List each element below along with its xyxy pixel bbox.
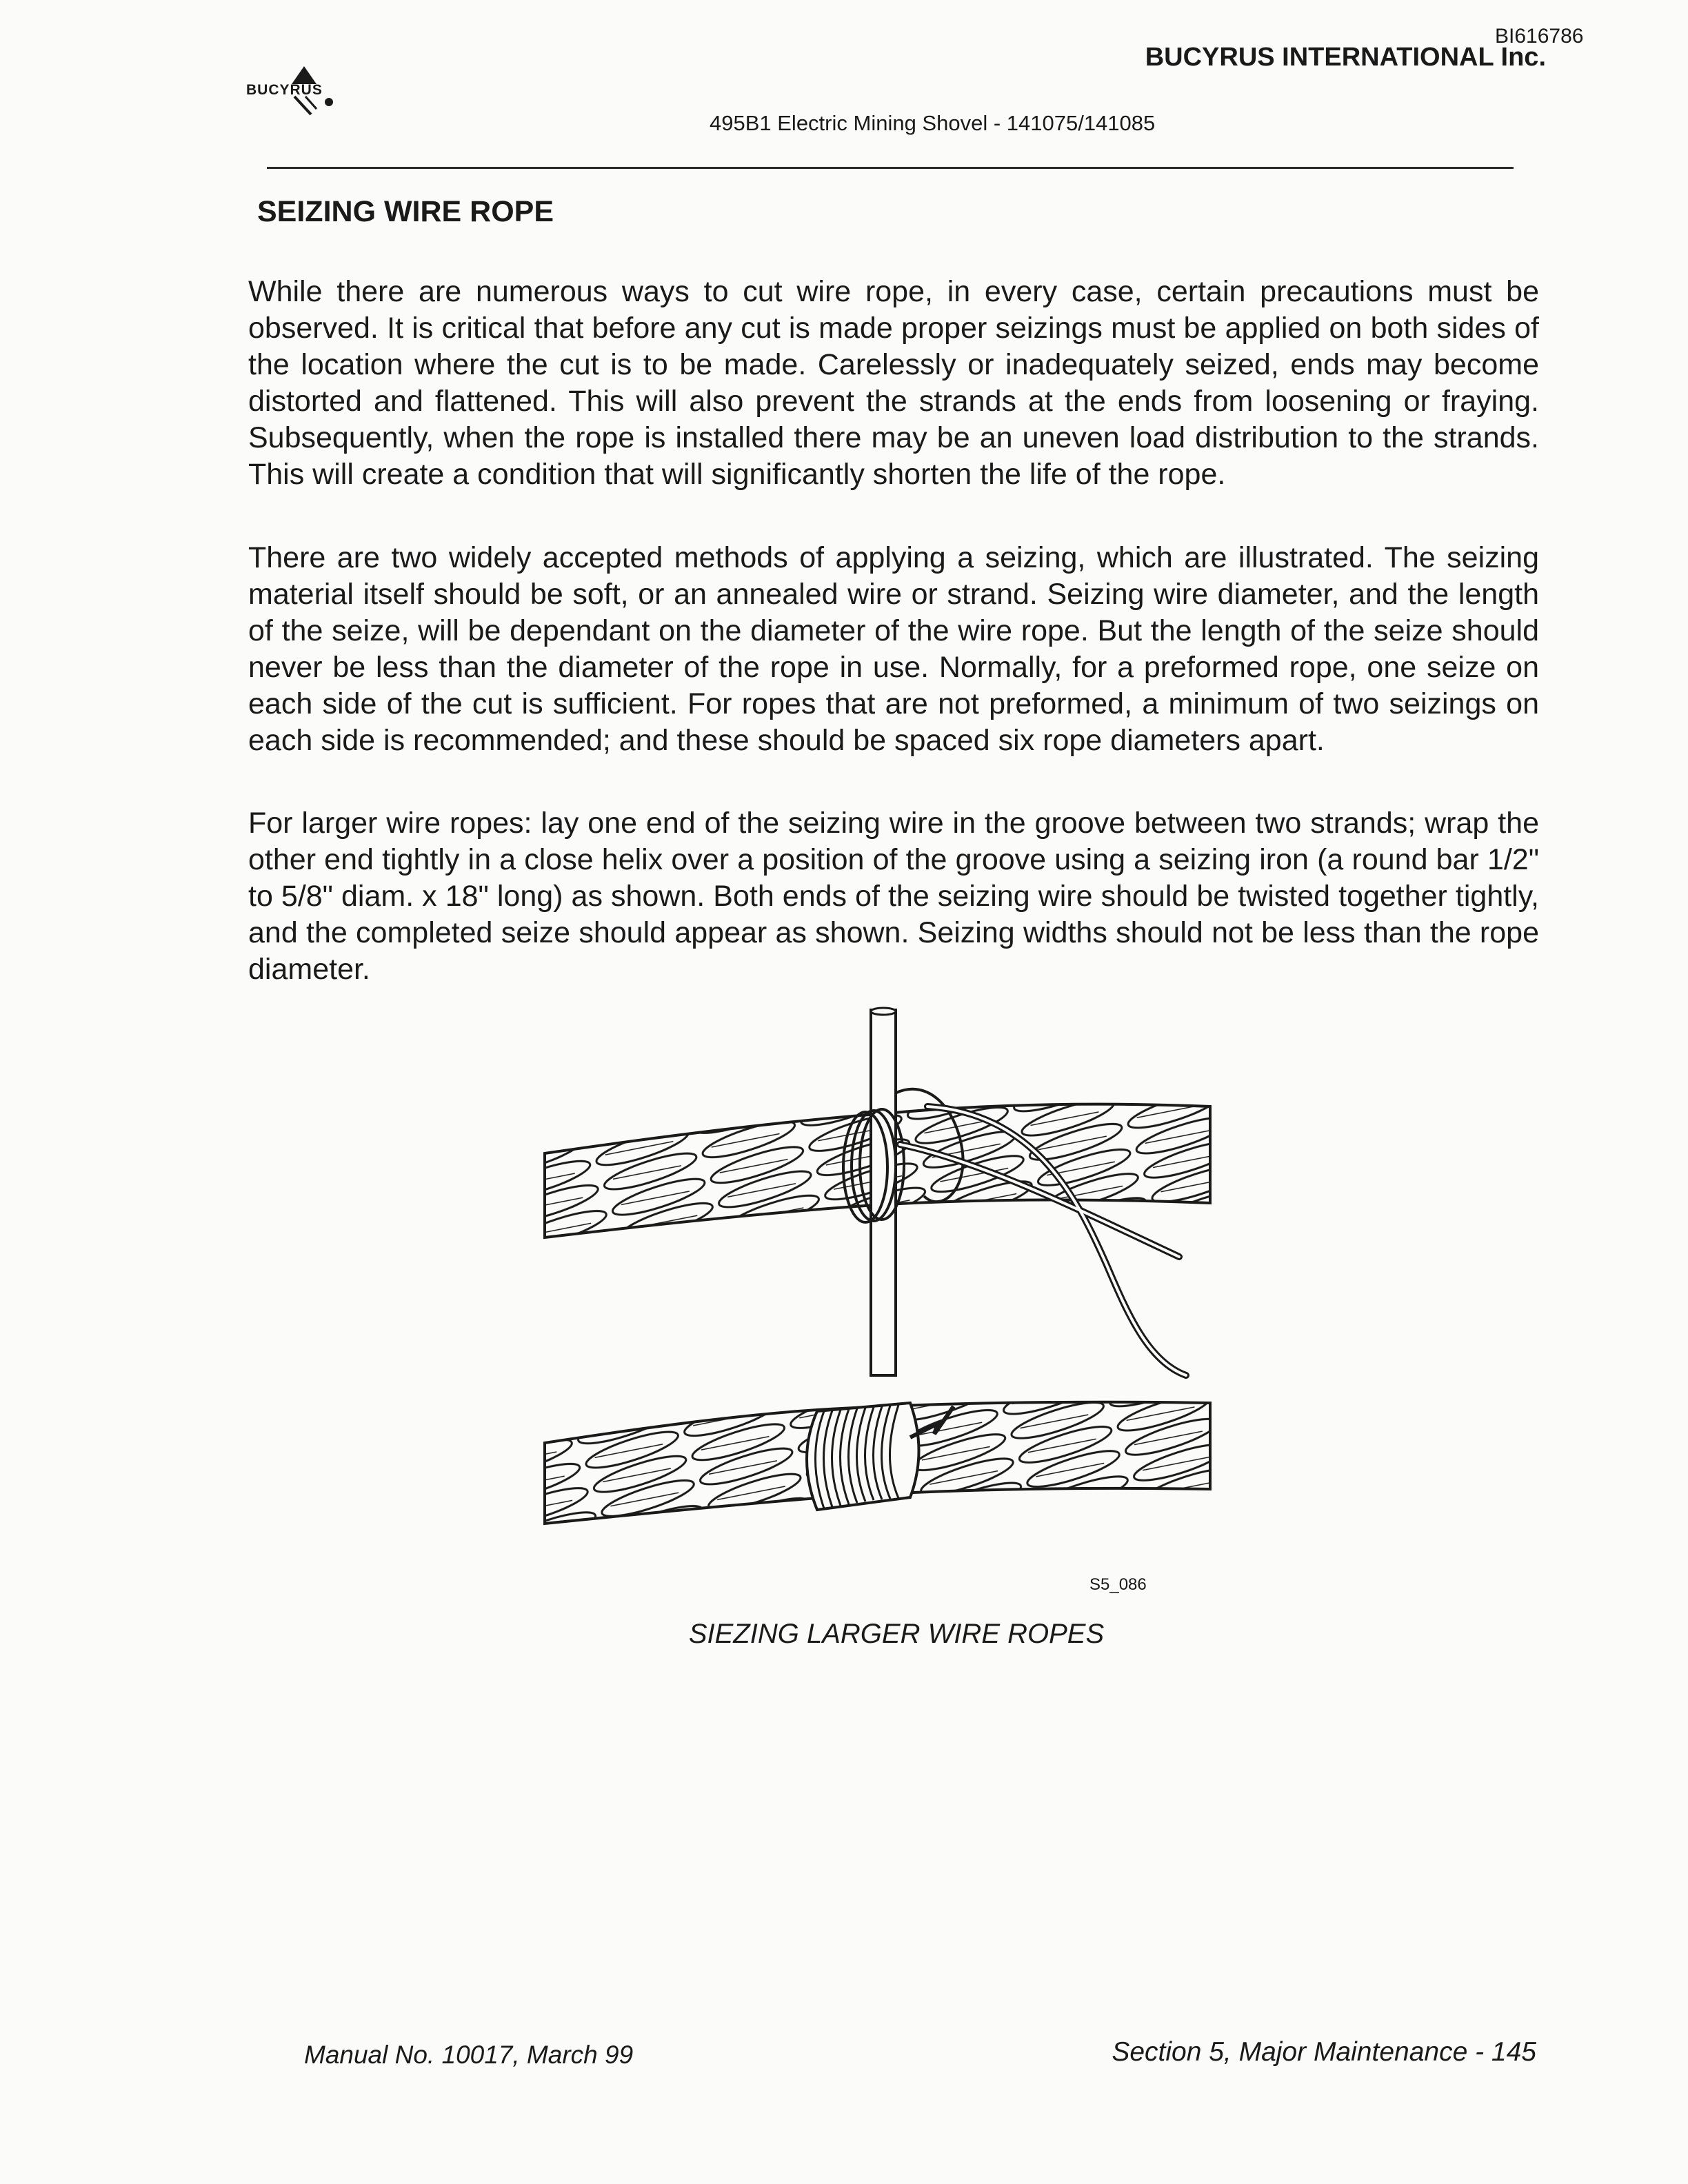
- section-heading: SEIZING WIRE ROPE: [257, 195, 554, 228]
- header-divider: [267, 167, 1514, 169]
- document-id: BI616786: [1495, 25, 1584, 48]
- figure-id: S5_086: [1089, 1575, 1147, 1594]
- paragraph-1: While there are numerous ways to cut wire rope, in every case, certain precautions must be observed. It is critical that before any cut is made proper seizings must be applied on both sides of the location where the cut is to be made. Carelessly or inadequately seized, ends may become distorted and flattened. This will also prevent the strands at the ends from loosening or fraying. Subsequently, when the rope is installed there may be an uneven load distribution to the strands. This will create a condition that will significantly shorten the life of the rope.: [248, 275, 1539, 491]
- company-name: BUCYRUS INTERNATIONAL Inc.: [1145, 43, 1546, 72]
- paragraph-2: There are two widely accepted methods of applying a seizing, which are illustrated. The seizing material itself should be soft, or an annealed wire or strand. Seizing wire diameter, and the length of the seize, will be dependant on the diameter of the wire rope. But the length of the seize should never be less than the diameter of the rope in use. Normally, for a preformed rope, one seize on each side of the cut is sufficient. For ropes that are not preformed, a minimum of two seizings on each side is recommended; and these should be spaced six rope diameters apart.: [248, 541, 1539, 757]
- logo-text: BUCYRUS: [246, 82, 323, 98]
- footer-section-page: Section 5, Major Maintenance - 145: [1112, 2037, 1536, 2067]
- footer-manual-number: Manual No. 10017, March 99: [304, 2041, 634, 2069]
- document-subtitle: 495B1 Electric Mining Shovel - 141075/141085: [710, 111, 1156, 135]
- paragraph-3: For larger wire ropes: lay one end of the seizing wire in the groove between two strands; wrap the other end tightly in a close helix over a position of the groove using a seizing iron (a round bar 1/2" to 5/8" diam. x 18" long) as shown. Both ends of the seizing wire should be twisted together tightly, and the completed seize should appear as shown. Seizing widths should not be less than the rope diameter.: [248, 807, 1539, 986]
- figure-caption: SIEZING LARGER WIRE ROPES: [688, 1619, 1105, 1649]
- seizing-illustration: [541, 1003, 1214, 1555]
